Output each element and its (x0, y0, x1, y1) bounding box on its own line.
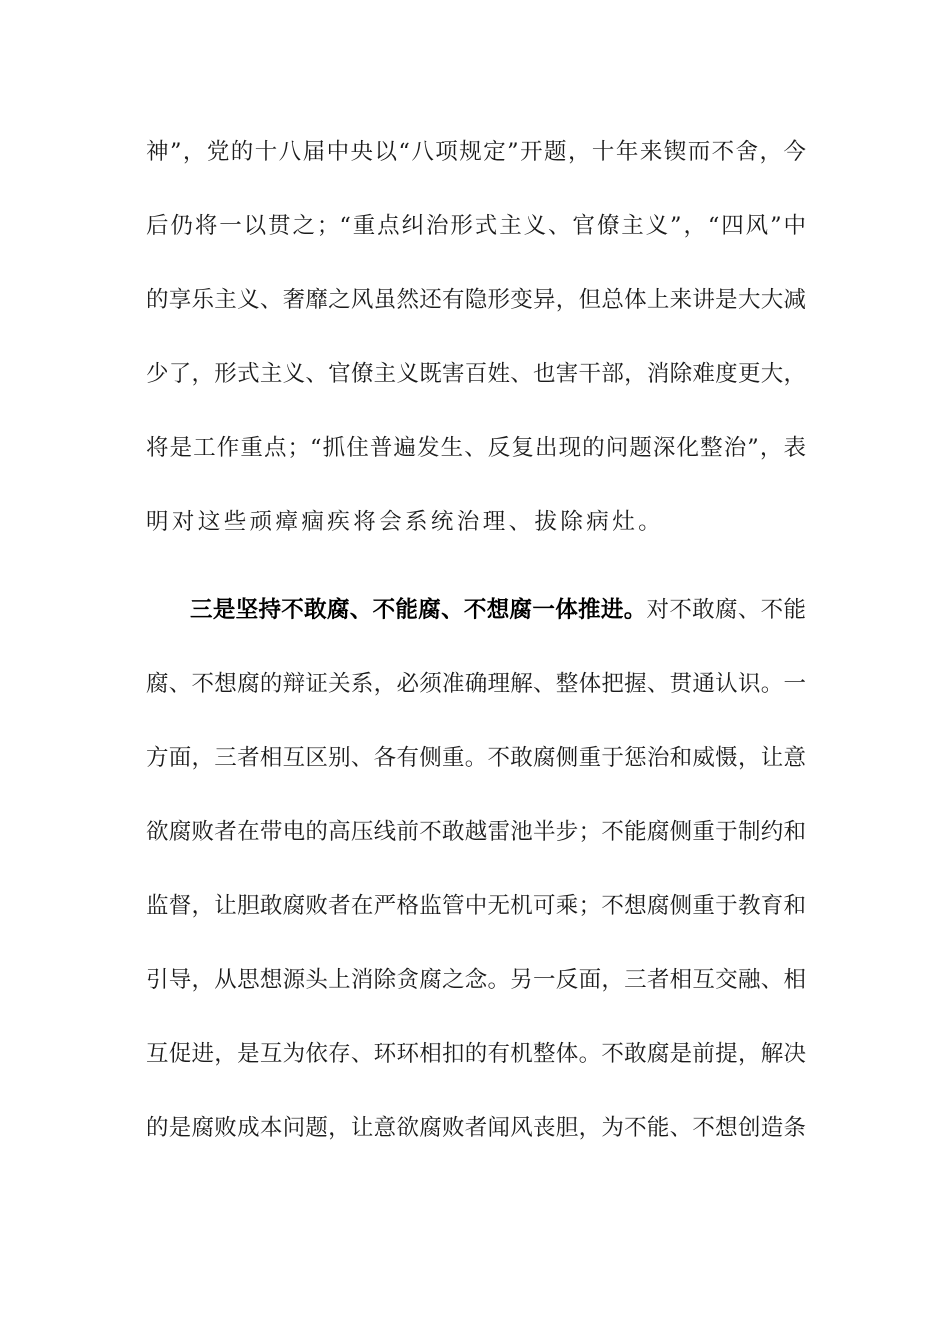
paragraph-2-line-1-rest: 对不敢腐、不能 (646, 597, 806, 623)
paragraph-1-line-3: 的享乐主义、奢靡之风虽然还有隐形变异，但总体上来讲是大大减 (146, 287, 806, 313)
paragraph-2-line-7: 互促进，是互为依存、环环相扣的有机整体。不敢腐是前提，解决 (146, 1041, 806, 1067)
paragraph-2-line-1 (190, 590, 806, 630)
paragraph-1-line-6: 明对这些顽瘴痼疾将会系统治理、拔除病灶。 (146, 509, 665, 535)
paragraph-2-line-5: 监督，让胆敢腐败者在严格监管中无机可乘；不想腐侧重于教育和 (146, 893, 806, 919)
paragraph-1-line-5: 将是工作重点；“抓住普遍发生、反复出现的问题深化整治”，表 (146, 435, 806, 461)
paragraph-2-line-3: 方面，三者相互区别、各有侧重。不敢腐侧重于惩治和威慑，让意 (146, 745, 806, 771)
paragraph-2-line-8: 的是腐败成本问题，让意欲腐败者闻风丧胆，为不能、不想创造条 (146, 1115, 806, 1141)
section-heading: 三是坚持不敢腐、不能腐、不想腐一体推进。 (190, 597, 647, 623)
paragraph-2-line-4: 欲腐败者在带电的高压线前不敢越雷池半步；不能腐侧重于制约和 (146, 819, 806, 845)
paragraph-2-line-6: 引导，从思想源头上消除贪腐之念。另一反面，三者相互交融、相 (146, 967, 806, 993)
paragraph-1-line-4: 少了，形式主义、官僚主义既害百姓、也害干部，消除难度更大， (146, 361, 806, 387)
paragraph-1-line-1: 神”，党的十八届中央以“八项规定”开题，十年来锲而不舍，今 (146, 139, 806, 165)
paragraph-2-line-2: 腐、不想腐的辩证关系，必须准确理解、整体把握、贯通认识。一 (146, 671, 806, 697)
paragraph-1-line-2: 后仍将一以贯之；“重点纠治形式主义、官僚主义”，“四风”中 (146, 213, 806, 239)
